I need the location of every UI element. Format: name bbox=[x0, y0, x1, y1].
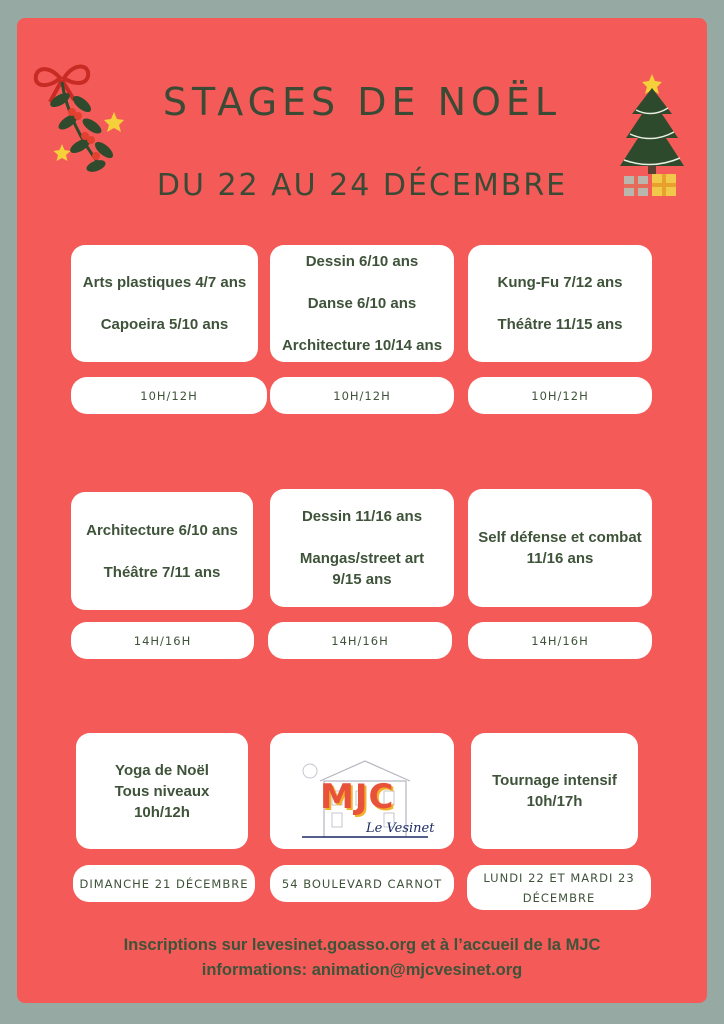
time-badge: 10H/12H bbox=[71, 377, 267, 414]
activity-card bbox=[270, 489, 454, 607]
mjc-logo-text: MJC bbox=[320, 777, 395, 817]
activity-label: Théâtre 7/11 ans bbox=[103, 563, 221, 581]
activity-label: 11/16 ans bbox=[526, 550, 594, 567]
activity-label: Danse 6/10 ans bbox=[307, 295, 417, 312]
activity-label: Self défense et combat bbox=[478, 529, 642, 546]
time-badge: 14H/16H bbox=[71, 622, 254, 659]
activity-label: Dessin 6/10 ans bbox=[305, 253, 419, 270]
activity-label: Architecture 6/10 ans bbox=[86, 521, 238, 539]
activity-card bbox=[71, 492, 253, 610]
activity-label: 10h/17h bbox=[526, 793, 583, 810]
activity-label: Yoga de Noël bbox=[115, 761, 209, 779]
activity-card bbox=[471, 733, 638, 849]
mjc-logo-card bbox=[270, 733, 454, 849]
time-badge: 14H/16H bbox=[468, 622, 652, 659]
activity-card bbox=[76, 733, 248, 849]
address-badge: 54 BOULEVARD CARNOT bbox=[270, 865, 454, 902]
mjc-logo-subtitle: Le Vesinet bbox=[366, 821, 435, 836]
activity-label: Capoeira 5/10 ans bbox=[100, 316, 229, 333]
activity-label: Dessin 11/16 ans bbox=[301, 508, 423, 525]
activity-card bbox=[270, 245, 454, 362]
activity-label: Tournage intensif bbox=[492, 772, 617, 789]
activity-label: 9/15 ans bbox=[332, 571, 392, 588]
activity-card bbox=[468, 489, 652, 607]
activity-label: 10h/12h bbox=[134, 803, 190, 821]
activity-card bbox=[468, 245, 652, 362]
activity-label: Kung-Fu 7/12 ans bbox=[497, 274, 623, 291]
page-title: STAGES DE NOËL bbox=[162, 80, 562, 124]
time-badge: 14H/16H bbox=[268, 622, 452, 659]
date-badge: DIMANCHE 21 DÉCEMBRE bbox=[73, 865, 255, 902]
time-badge: 10H/12H bbox=[468, 377, 652, 414]
registration-info: Inscriptions sur levesinet.goasso.org et à l’accueil de la MJC bbox=[123, 936, 601, 954]
contact-info: informations: animation@mjcvesinet.org bbox=[201, 961, 523, 979]
activity-label: Architecture 10/14 ans bbox=[281, 337, 443, 354]
activity-label: Arts plastiques 4/7 ans bbox=[82, 274, 247, 291]
time-badge: 10H/12H bbox=[270, 377, 454, 414]
date-badge-line: LUNDI 22 ET MARDI 23 bbox=[483, 870, 635, 885]
activity-label: Théâtre 11/15 ans bbox=[497, 316, 623, 333]
date-badge-line: DÉCEMBRE bbox=[522, 890, 596, 905]
date-range: DU 22 AU 24 DÉCEMBRE bbox=[156, 168, 568, 203]
activity-label: Mangas/street art bbox=[299, 550, 425, 567]
activity-card bbox=[71, 245, 258, 362]
date-badge bbox=[467, 865, 651, 910]
activity-label: Tous niveaux bbox=[114, 782, 210, 800]
